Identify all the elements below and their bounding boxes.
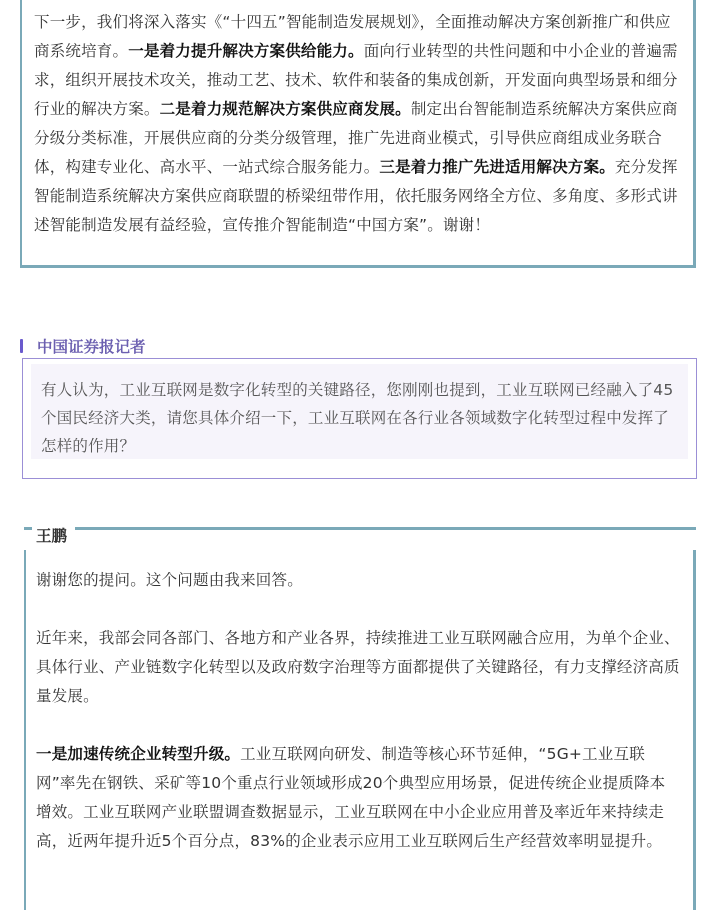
point-three-heading: 三是着力推广先进适用解决方案。 <box>379 158 615 176</box>
reporter-label <box>20 334 146 358</box>
answer-point-one-heading: 一是加速传统企业转型升级。 <box>36 745 241 763</box>
point-one-text: 面向行业转型的共性问题和中小企业的普遍需求，组织开展技术攻关，推动工艺、技术、软件和装备的集成创新，开发面向典型场景和细分行业的解决方案。 <box>34 42 678 118</box>
point-two-heading: 二是着力规范解决方案供应商发展。 <box>159 100 411 118</box>
question-inner <box>31 364 688 459</box>
reporter-marker-icon <box>20 339 23 353</box>
speaker-divider <box>24 527 696 530</box>
question-text: 有人认为，工业互联网是数字化转型的关键路径，您刚刚也提到，工业互联网已经融入了45个国民经济大类，请您具体介绍一下，工业互联网在各行业各领域数字化转型过程中发挥了怎样的作用？ <box>41 381 674 455</box>
policy-statement-block <box>20 0 696 268</box>
answer-paragraph-2: 近年来，我部会同各部门、各地方和产业各界，持续推进工业互联网融合应用，为单个企业、具体行业、产业链数字化转型以及政府数字治理等方面都提供了关键路径，有力支撑经济高质量发展。 <box>36 629 680 705</box>
intro-text: 下一步，我们将深入落实《“十四五”智能制造发展规划》，全面推动解决方案创新推广和供应商系统培育。 <box>34 13 671 60</box>
speaker-label <box>24 523 696 550</box>
reporter-name: 中国证券报记者 <box>37 338 146 356</box>
question-box <box>22 358 697 479</box>
answer-box <box>24 550 696 910</box>
answer-paragraph-1: 谢谢您的提问。这个问题由我来回答。 <box>36 571 303 589</box>
speaker-name: 王鹏 <box>32 523 75 550</box>
point-three-text: 充分发挥智能制造系统解决方案供应商联盟的桥梁纽带作用，依托服务网络全方位、多角度、多形式讲述智能制造发展有益经验，宣传推介智能制造“中国方案”。谢谢！ <box>34 158 678 234</box>
policy-paragraph <box>34 8 681 240</box>
answer-point-one-text: 工业互联网向研发、制造等核心环节延伸，“5G+工业互联网”率先在钢铁、采矿等10个重点行业领域形成20个典型应用场景，促进传统企业提质降本增效。工业互联网产业联盟调查数据显示，工业互联网在中小企业应用普及率近年来持续走高，近两年提升近5个百分点，83%的企业表示应用工业互联网后生产经营效率明显提升。 <box>36 745 666 850</box>
answer-paragraph-3 <box>36 740 681 856</box>
point-one-heading: 一是着力提升解决方案供给能力。 <box>128 42 364 60</box>
point-two-text: 制定出台智能制造系统解决方案供应商分级分类标准，开展供应商的分类分级管理，推广先进商业模式，引导供应商组成业务联合体，构建专业化、高水平、一站式综合服务能力。 <box>34 100 678 176</box>
